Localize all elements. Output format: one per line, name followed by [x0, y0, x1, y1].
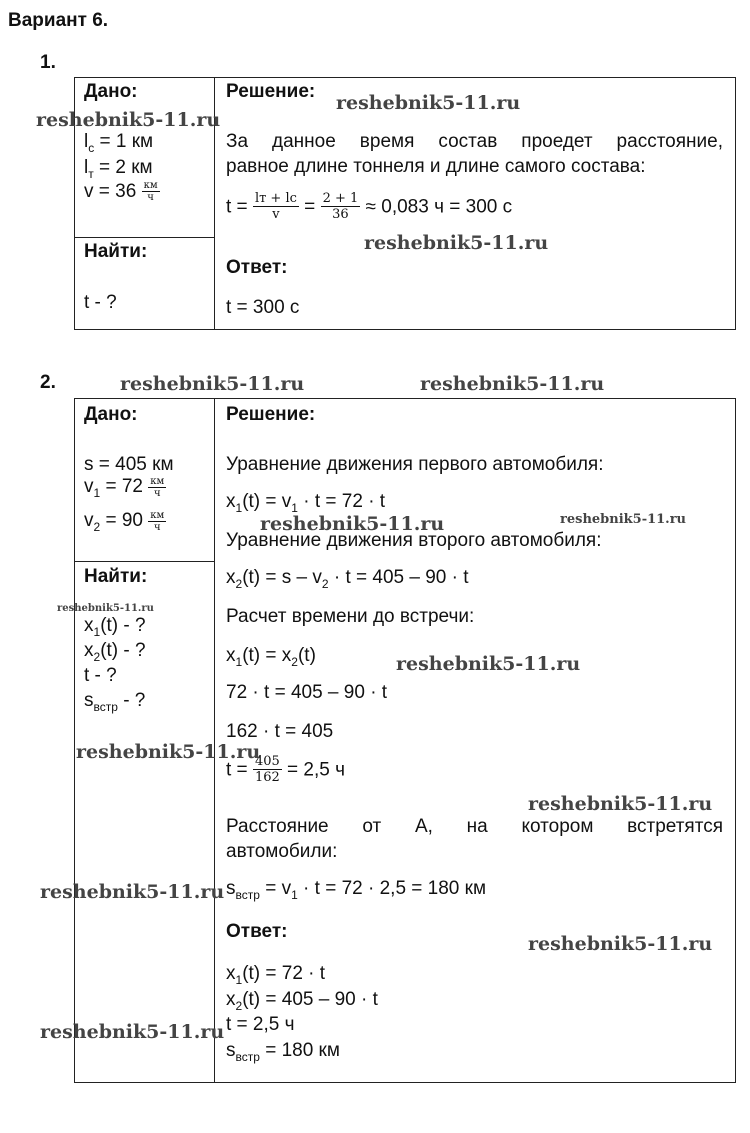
watermark: reshebnik5-11.ru: [260, 513, 445, 535]
problem1-given-v: v = 36 $\frac{км}{ч}$: [84, 180, 158, 203]
problem1-given-lc: $l_c = 1$ км: [84, 131, 154, 155]
problem2-given-v1: $v_1 = 72$ $\frac{км}{ч}$: [84, 476, 165, 500]
problem2-time-title: Расчет времени до встречи:: [226, 606, 475, 627]
watermark: reshebnik5-11.ru: [528, 933, 713, 955]
problem2-given-label: Дано:: [84, 404, 138, 425]
problem2-eq4: 72 · t = 405 – 90 · t: [226, 682, 388, 703]
problem2-eq5: 162 · t = 405: [226, 721, 334, 742]
problem2-find-label: Найти:: [84, 566, 148, 587]
problem2-eq7: $s_{встр} = v_1 \cdot t = 72 \cdot 2,5 = 180$ км: [226, 878, 487, 902]
problem1-given-label: Дано:: [84, 81, 138, 102]
watermark: reshebnik5-11.ru: [396, 653, 581, 675]
problem1-find-t: t - ?: [84, 292, 117, 313]
problem2-given-s: s = 405 км: [84, 454, 174, 475]
problem2-answer-s: $s_{встр} = 180$ км: [226, 1040, 340, 1064]
problem2-number: 2.: [40, 372, 56, 393]
problem2-find-x1: $x_1(t)$ - ?: [84, 615, 146, 639]
problem2-answer-label: Ответ:: [226, 921, 288, 942]
problem2-eq1-title: Уравнение движения первого автомобиля:: [226, 454, 604, 475]
problem2-find-t: t - ?: [84, 665, 117, 686]
problem2-eq2-title: Уравнение движения второго автомобиля:: [226, 530, 602, 551]
problem1-number: 1.: [40, 52, 56, 73]
problem2-answer-x1: $x_1(t) = 72 \cdot t$: [226, 963, 326, 987]
watermark: reshebnik5-11.ru: [420, 373, 605, 395]
watermark: reshebnik5-11.ru: [528, 793, 713, 815]
watermark: reshebnik5-11.ru: [364, 232, 549, 254]
problem2-eq3: $x_1(t) = x_2(t)$: [226, 645, 316, 669]
page-title: Вариант 6.: [8, 10, 109, 31]
problem1-text-line2: равное длине тоннеля и длине самого состава:: [226, 156, 646, 177]
problem2-answer-t: t = 2,5 ч: [226, 1014, 295, 1035]
problem1-find-label: Найти:: [84, 241, 148, 262]
problem1-answer-label: Ответ:: [226, 257, 288, 278]
problem2-given-v2: $v_2 = 90$ $\frac{км}{ч}$: [84, 510, 165, 534]
problem2-answer-x2: $x_2(t) = 405 - 90 \cdot t$: [226, 989, 378, 1013]
problem2-dist-line1: Расстояние от А, на котором встретятся: [226, 816, 723, 837]
problem1-answer: t = 300 с: [226, 297, 300, 318]
problem2-eq6: t = $\frac{405}{162}$ = 2,5 ч: [226, 754, 346, 786]
problem2-given-divider: [74, 561, 215, 562]
watermark: reshebnik5-11.ru: [57, 603, 154, 614]
problem1-formula: t = $\frac{lт + lc}{v}$ = $\frac{2 + 1}{36}$ ≈ 0,083 ч = 300 с: [226, 191, 513, 223]
problem2-eq1: $x_1(t) = v_1 \cdot t = 72 \cdot t$: [226, 491, 386, 515]
watermark: reshebnik5-11.ru: [76, 741, 261, 763]
problem1-text-line1: За данное время состав проедет расстояние,: [226, 131, 723, 152]
problem1-given-divider: [74, 237, 215, 238]
problem2-find-s: $s_{встр}$ - ?: [84, 690, 146, 714]
problem1-solution-label: Решение:: [226, 81, 316, 102]
problem2-eq2: $x_2(t) = s - v_2 \cdot t = 405 - 90 \cdot t$: [226, 567, 469, 591]
problem2-solution-label: Решение:: [226, 404, 316, 425]
watermark: reshebnik5-11.ru: [40, 881, 225, 903]
problem2-find-x2: $x_2(t)$ - ?: [84, 640, 146, 664]
watermark: reshebnik5-11.ru: [120, 373, 305, 395]
problem2-dist-line2: автомобили:: [226, 841, 338, 862]
watermark: reshebnik5-11.ru: [36, 109, 221, 131]
watermark: reshebnik5-11.ru: [40, 1021, 225, 1043]
watermark: reshebnik5-11.ru: [560, 512, 687, 527]
problem1-given-lt: $l_т = 2$ км: [84, 157, 153, 181]
watermark: reshebnik5-11.ru: [336, 92, 521, 114]
